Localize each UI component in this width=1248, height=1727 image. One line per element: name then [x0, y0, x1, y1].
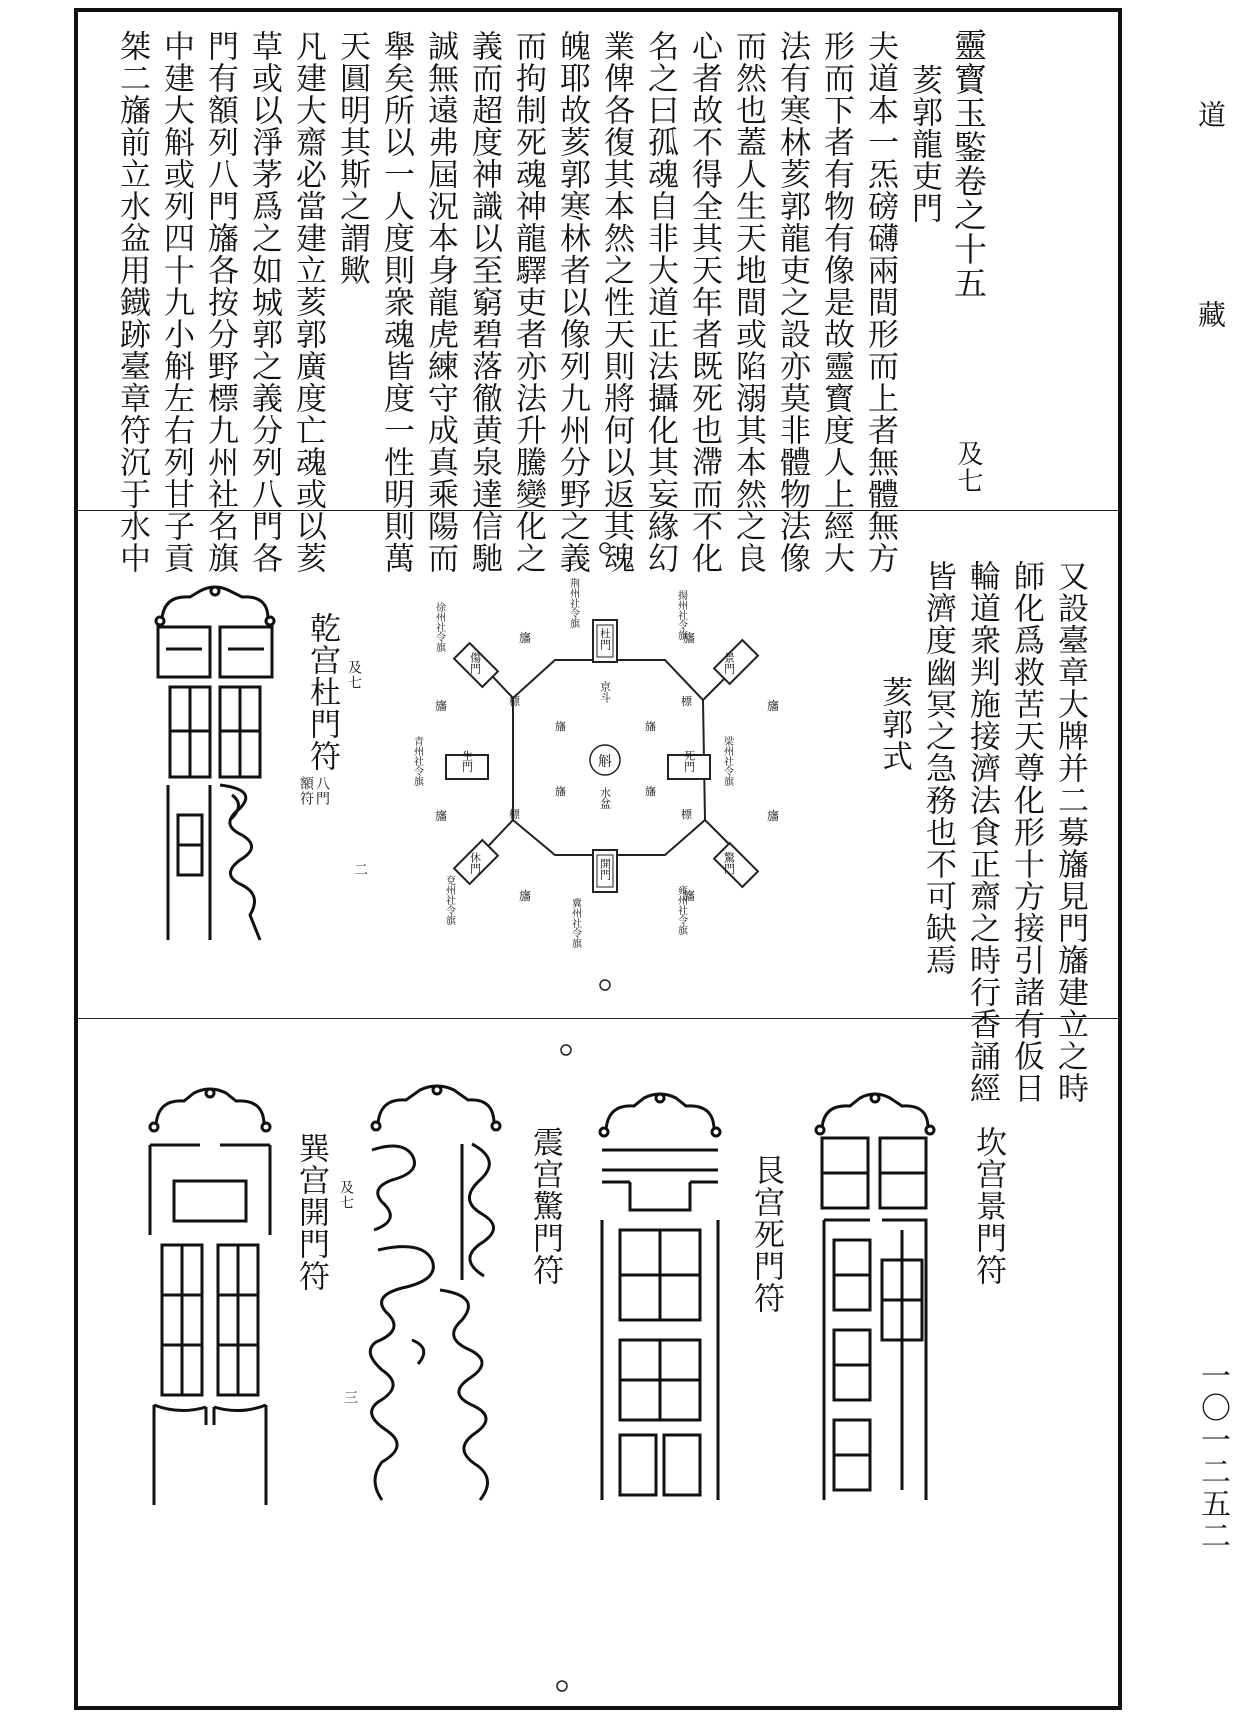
- text-column: 草或以淨茅爲之如城郭之義分列八門各: [246, 30, 282, 574]
- outer-mark: 旛: [767, 809, 780, 823]
- text-column: 法有寒林荄郭龍吏之設亦莫非體物法像: [774, 30, 810, 574]
- text-column: 心者故不得全其天年者既死也滯而不化: [686, 30, 722, 574]
- inner-mark: 旛: [645, 720, 656, 733]
- talisman-glyph: [362, 1080, 512, 1530]
- flag-label: 荆州社令旗: [567, 578, 579, 628]
- outer-mark: 旛: [519, 631, 532, 645]
- text-column: 名之曰孤魂自非大道正法攝化其妄緣幻: [642, 30, 678, 574]
- talisman-caption: 坎宫景門符: [970, 1126, 1006, 1286]
- text-column: 誠無遠弗屆況本身龍虎練守成真乘陽而: [422, 30, 458, 574]
- talisman-note: 八門: [314, 776, 330, 806]
- gate-diagram: [395, 530, 815, 1010]
- center-label: 水盆: [598, 787, 612, 809]
- talisman-glyph: [140, 1085, 280, 1525]
- flag-label: 青州社令旗: [411, 736, 423, 786]
- talisman-number: 二: [352, 862, 368, 877]
- flag-label: 徐州社令旗: [433, 602, 445, 652]
- text-column: 門有額列八門旛各按分野標九州社名旗: [202, 30, 238, 574]
- talisman-caption: 艮宫死門符: [748, 1154, 784, 1314]
- talisman-caption: 巽宫開門符: [293, 1132, 329, 1292]
- inner-mark: 旛: [555, 720, 566, 733]
- gate-label: 休門: [468, 852, 482, 874]
- volume-mark: 及七: [953, 440, 983, 494]
- outer-mark: 旛: [519, 889, 532, 903]
- text-column: 凡建大齋必當建立荄郭廣度亡魂或以荄: [290, 30, 326, 574]
- outer-mark: 旛: [683, 889, 696, 903]
- top-label: 亰斗: [598, 681, 612, 703]
- text-column: 舉矣所以一人度則衆魂皆度一性明則萬: [378, 30, 414, 574]
- text-column: 又設臺章大牌并二募旛見門旛建立之時: [1052, 560, 1088, 1104]
- text-column: 而拘制死魂神龍驛吏者亦法升騰變化之: [510, 30, 546, 574]
- talisman-mark: 及七: [346, 660, 362, 690]
- gate-box: [714, 640, 758, 684]
- text-column: 皆濟度幽冥之急務也不可缺焉: [920, 560, 956, 976]
- inner-mark: 標: [681, 808, 692, 821]
- marker-circle: [552, 1676, 572, 1696]
- margin-label-top: 道: [1194, 100, 1227, 128]
- inner-mark: 標: [681, 695, 692, 708]
- gate-label: 生門: [460, 750, 474, 772]
- center-char: 斛: [598, 754, 612, 770]
- flag-label: 冀州社令旗: [569, 898, 581, 948]
- flag-label: 兗州社令旗: [443, 875, 455, 925]
- inner-mark: 旛: [645, 785, 656, 798]
- text-column: 輪道衆判施接濟法食正齋之時行香誦經: [964, 560, 1000, 1104]
- text-column: 魄耶故荄郭寒林者以像列九州分野之義: [554, 30, 590, 574]
- marker-circle: [556, 1040, 576, 1060]
- talisman-glyph: [150, 585, 280, 945]
- talisman-glyph: [590, 1090, 730, 1520]
- talisman-note: 額符: [298, 776, 314, 806]
- section-divider-2: [78, 1018, 1118, 1019]
- flag-label: 梁州社令旗: [721, 736, 733, 786]
- gate-label: 景門: [722, 652, 736, 674]
- outer-mark: 旛: [767, 699, 780, 713]
- gate-label: 杜門: [598, 628, 612, 650]
- text-column: 天圓明其斯之謂歟: [334, 30, 370, 286]
- margin-label-mid: 藏: [1194, 300, 1227, 328]
- text-column: 夫道本一炁磅礴兩間形而上者無體無方: [862, 30, 898, 574]
- text-column: 形而下者有物有像是故靈寳度人上經大: [818, 30, 854, 574]
- text-column: 業俾各復其本然之性天則將何以返其魂: [598, 30, 634, 574]
- book-title: 靈寳玉鍳卷之十五: [949, 28, 988, 300]
- gate-label: 開門: [598, 858, 612, 880]
- outer-mark: 旛: [435, 809, 448, 823]
- text-column: 師化爲救苦天尊化形十方接引諸有仮日: [1008, 560, 1044, 1104]
- inner-mark: 標: [509, 808, 520, 821]
- gate-box: [714, 843, 758, 887]
- flag-label: 揚州社令旗: [675, 590, 687, 640]
- text-column: 而然也蓋人生天地間或陷溺其本然之良: [730, 30, 766, 574]
- inner-mark: 標: [509, 695, 520, 708]
- gate-label: 死門: [682, 750, 696, 772]
- outer-mark: 旛: [683, 631, 696, 645]
- gate-label: 傷門: [468, 652, 482, 674]
- outer-mark: 旛: [435, 699, 448, 713]
- talisman-number: 三: [342, 1390, 358, 1405]
- diagram-label: 荄郭式: [876, 676, 912, 772]
- gate-label: 驚門: [722, 852, 736, 874]
- inner-mark: 旛: [555, 785, 566, 798]
- talisman-glyph: [810, 1090, 940, 1520]
- page-number: 一〇一二五二: [1195, 1360, 1230, 1552]
- talisman-mark: 及七: [338, 1180, 354, 1210]
- subtitle: 荄郭龍吏門: [906, 64, 942, 224]
- text-column: 義而超度神識以至窮碧落徹黄泉達信馳: [466, 30, 502, 574]
- talisman-caption: 乾宫杜門符: [304, 612, 340, 772]
- talisman-caption: 震宫驚門符: [527, 1126, 563, 1286]
- text-column: 桀二旛前立水盆用鐡跡臺章符沉于水中: [114, 30, 150, 574]
- text-column: 中建大斛或列四十九小斛左右列甘子貢: [158, 30, 194, 574]
- flag-label: 雍州社令旗: [675, 885, 687, 935]
